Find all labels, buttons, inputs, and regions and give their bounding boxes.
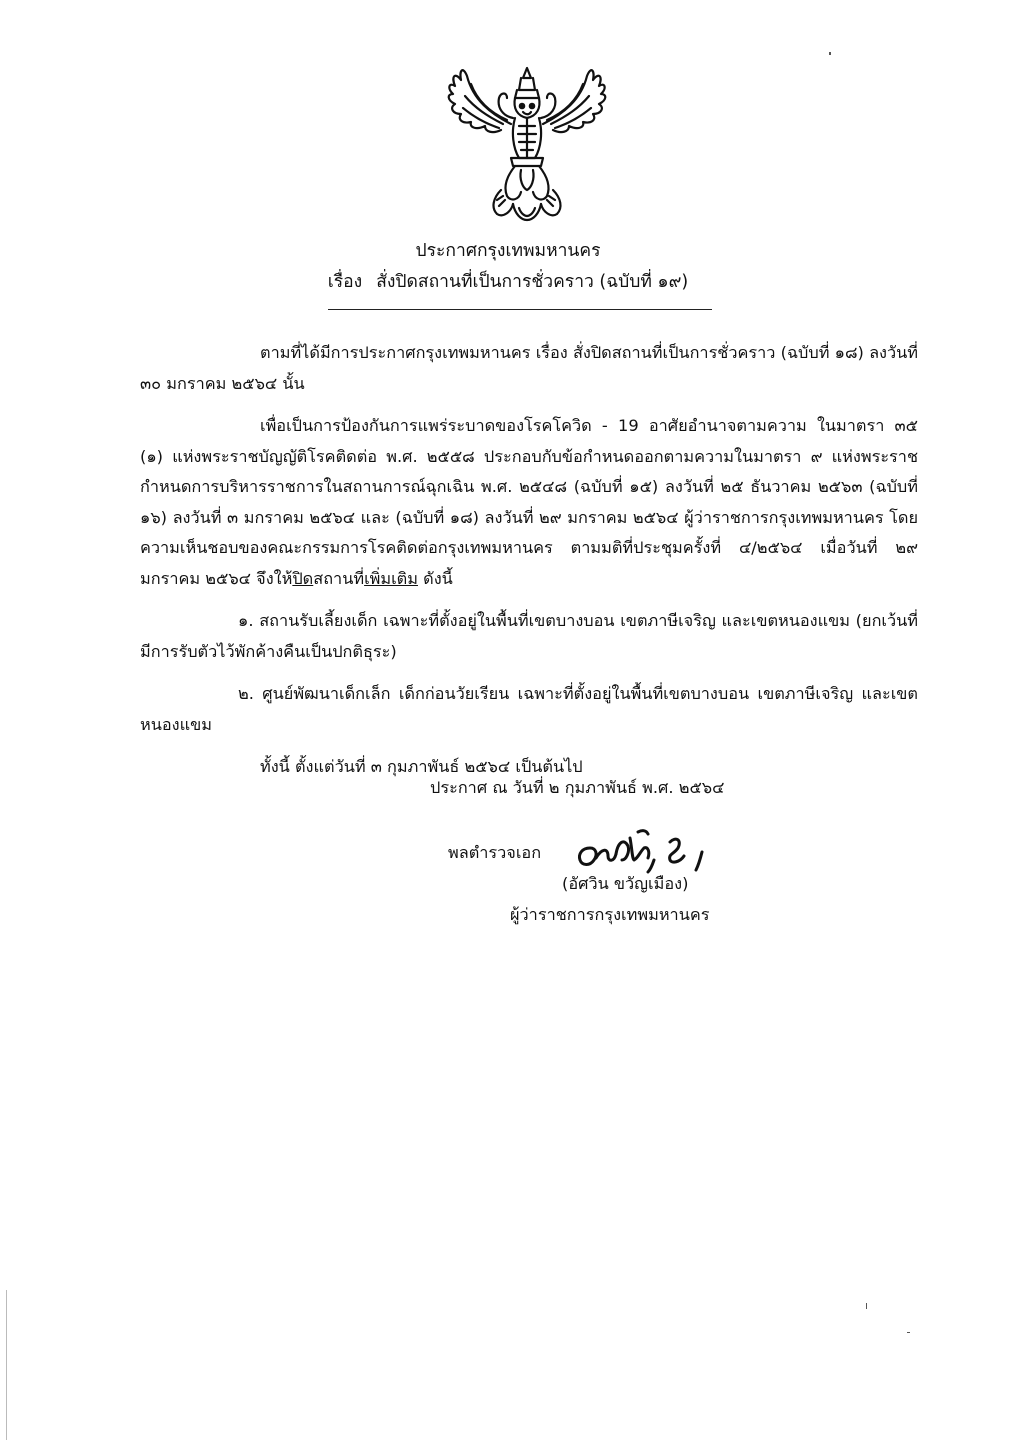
list-item-child-development-center: ๒. ศูนย์พัฒนาเด็กเล็ก เด็กก่อนวัยเรียน เฉพาะที่ตั้งอยู่ในพื้นที่เขตบางบอน เขตภาษีเจริญ และเขตหนองแขม xyxy=(140,684,918,734)
title-divider xyxy=(328,309,712,310)
scan-edge-line xyxy=(6,1290,7,1440)
paragraph-reference: ตามที่ได้มีการประกาศกรุงเทพมหานคร เรื่อง สั่งปิดสถานที่เป็นการชั่วคราว (ฉบับที่ ๑๘) ลงวันที่ ๓๐ มกราคม ๒๕๖๔ นั้น xyxy=(140,343,918,393)
signer-rank: พลตำรวจเอก xyxy=(448,843,542,862)
effective-date: ทั้งนี้ ตั้งแต่วันที่ ๓ กุมภาพันธ์ ๒๕๖๔ เป็นต้นไป xyxy=(260,757,583,776)
signer-name: (อัศวิน ขวัญเมือง) xyxy=(562,874,689,893)
underlined-additional: เพิ่มเติม xyxy=(364,568,418,588)
subject-label: เรื่อง xyxy=(327,272,363,292)
announcement-subject xyxy=(0,267,1016,297)
paragraph-authority xyxy=(140,411,918,594)
authority-text: เพื่อเป็นการป้องกันการแพร่ระบาดของโรคโควิด - 19 อาศัยอำนาจตามความ ในมาตรา ๓๕ (๑) แห่งพระราชบัญญัติโรคติดต่อ พ.ศ. ๒๕๕๘ ประกอบกับข้อกำหนดออกตามความในมาตรา ๙ แห่งพระราชกำหนดการบริหารราชการในสถานการณ์ฉุกเฉิน พ.ศ. ๒๕๔๘ (ฉบับที่ ๑๕) ลงวันที่ ๒๕ ธันวาคม ๒๕๖๓ (ฉบับที่ ๑๖) ลงวันที่ ๓ มกราคม ๒๕๖๔ และ (ฉบับที่ ๑๘) ลงวันที่ ๒๙ มกราคม ๒๕๖๔ ผู้ว่าราชการกรุงเทพมหานคร โดยความเห็นชอบของคณะกรรมการโรคติดต่อกรุงเทพมหานคร ตามมติที่ประชุมครั้งที่ ๔/๒๕๖๔ เมื่อวันที่ ๒๙ มกราคม ๒๕๖๔ จึงให้ xyxy=(140,416,918,588)
scan-speck xyxy=(829,52,831,55)
scan-speck xyxy=(866,1303,867,1309)
as-follows: ดังนี้ xyxy=(417,568,453,588)
scan-speck xyxy=(907,1332,910,1333)
announcement-title: ประกาศกรุงเทพมหานคร xyxy=(415,241,601,261)
subject-text: สั่งปิดสถานที่เป็นการชั่วคราว (ฉบับที่ ๑๙) xyxy=(376,272,689,292)
place-word: สถานที่ xyxy=(313,568,365,588)
announcement-body xyxy=(140,338,918,783)
signer-position: ผู้ว่าราชการกรุงเทพมหานคร xyxy=(510,905,710,924)
garuda-emblem-icon xyxy=(441,62,613,224)
announcement-date: ประกาศ ณ วันที่ ๒ กุมภาพันธ์ พ.ศ. ๒๕๖๔ xyxy=(430,778,725,797)
list-item-childcare: ๑. สถานรับเลี้ยงเด็ก เฉพาะที่ตั้งอยู่ในพื้นที่เขตบางบอน เขตภาษีเจริญ และเขตหนองแขม (ยกเว้นที่มีการรับตัวไว้พักค้างคืนเป็นปกติธุระ) xyxy=(140,611,918,661)
underlined-close: ปิด xyxy=(292,568,314,588)
